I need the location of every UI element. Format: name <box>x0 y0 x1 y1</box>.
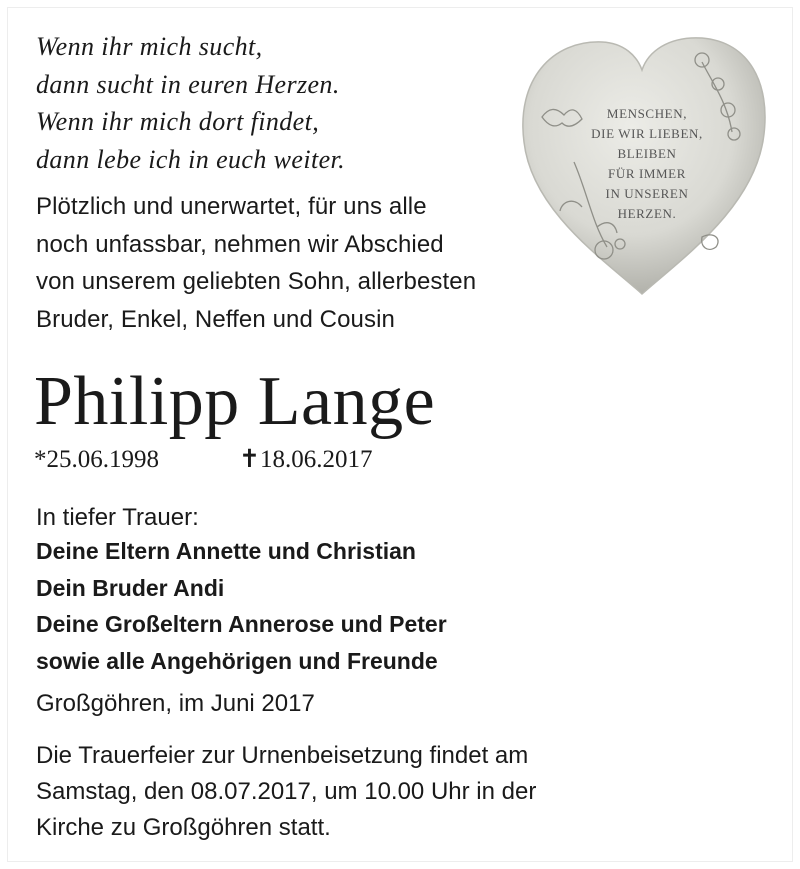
poem-line: Wenn ihr mich dort findet, <box>36 107 320 136</box>
death-date: ✝18.06.2017 <box>239 446 373 473</box>
funeral-line: Samstag, den 08.07.2017, um 10.00 Uhr in der <box>36 778 537 805</box>
mourner-line: Dein Bruder Andi <box>36 574 225 601</box>
intro-line: Bruder, Enkel, Neffen und Cousin <box>36 305 395 333</box>
mourner-line: sowie alle Angehörigen und Freunde <box>36 647 438 674</box>
heart-line: BLEIBEN <box>617 146 677 161</box>
funeral-line: Die Trauerfeier zur Urnenbeisetzung findet am <box>36 742 529 769</box>
intro-text <box>36 188 476 338</box>
intro-line: noch unfassbar, nehmen wir Abschied <box>36 230 444 258</box>
memorial-poem <box>36 28 345 178</box>
intro-line: Plötzlich und unerwartet, für uns alle <box>36 193 427 220</box>
mourner-line: Deine Großeltern Annerose und Peter <box>36 611 447 637</box>
mourners-list <box>36 533 447 679</box>
birth-date: *25.06.1998 <box>34 446 159 473</box>
funeral-info <box>36 738 536 846</box>
intro-line: von unserem geliebten Sohn, allerbesten <box>36 268 477 295</box>
poem-line: dann lebe ich in euch weiter. <box>36 144 346 174</box>
heart-line: MENSCHEN, <box>606 106 688 121</box>
heart-line: FÜR IMMER <box>608 166 686 181</box>
poem-line: Wenn ihr mich sucht, <box>36 32 263 61</box>
heart-line: DIE WIR LIEBEN, <box>591 126 703 141</box>
heart-line: HERZEN. <box>617 206 677 221</box>
life-dates <box>34 445 372 475</box>
mourner-line: Deine Eltern Annette und Christian <box>36 538 416 564</box>
stone-heart-image <box>512 22 772 300</box>
place-and-date: Großgöhren, im Juni 2017 <box>36 690 315 717</box>
poem-line: dann sucht in euren Herzen. <box>36 69 340 99</box>
funeral-line: Kirche zu Großgöhren statt. <box>36 814 331 841</box>
heart-line: IN UNSEREN <box>605 186 689 201</box>
mourning-label: In tiefer Trauer: <box>36 504 199 531</box>
deceased-name: Philipp Lange <box>34 363 436 440</box>
